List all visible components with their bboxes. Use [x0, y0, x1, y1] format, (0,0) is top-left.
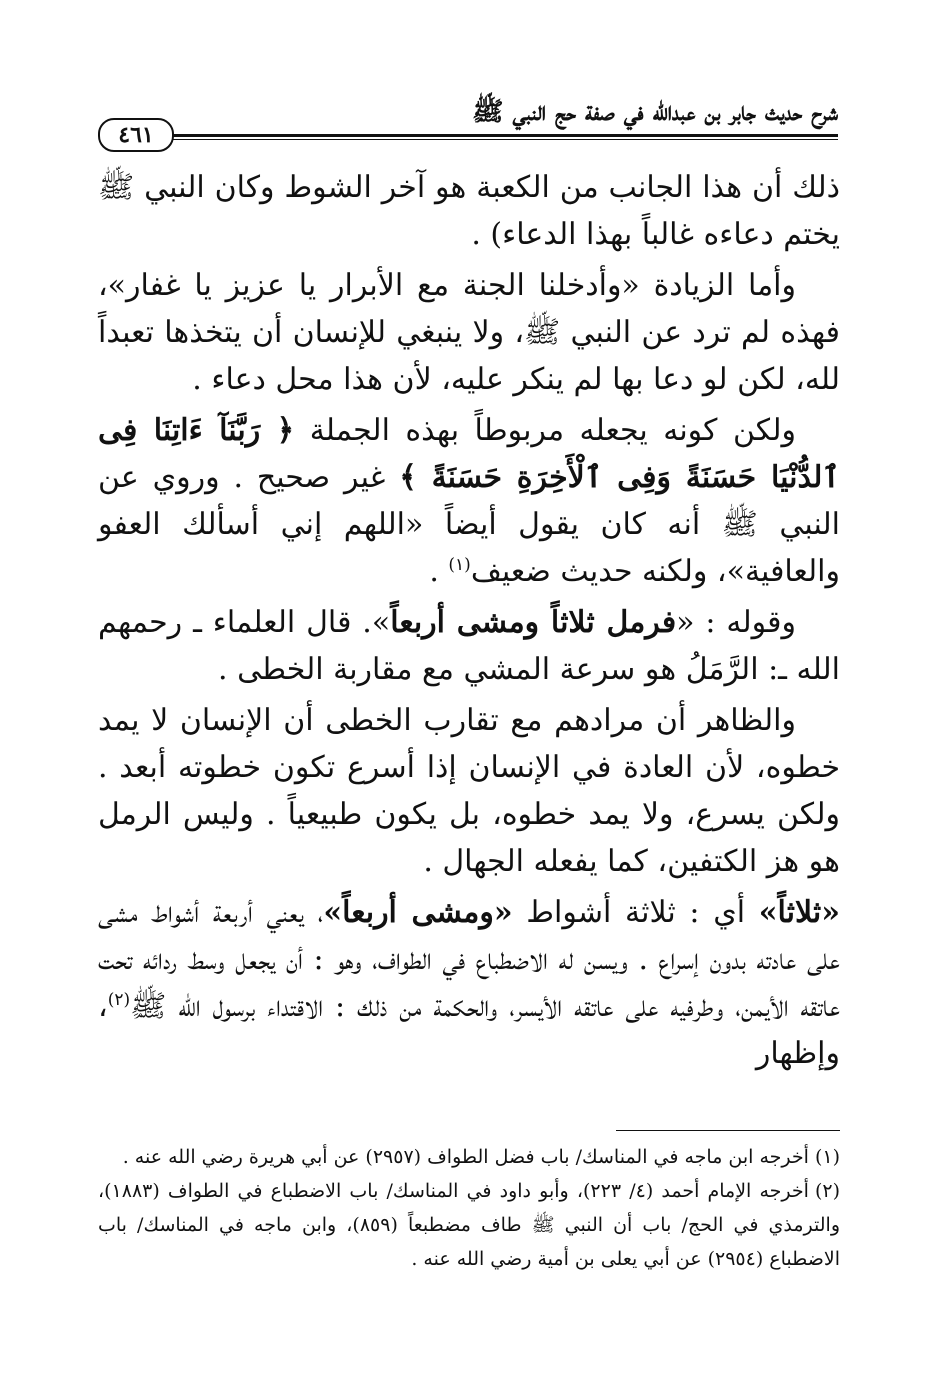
paragraph-4: [98, 599, 840, 693]
hadith-quote: فرمل ثلاثاً ومشى أربعاً: [390, 605, 677, 640]
footnote-2: [98, 1174, 840, 1276]
footnote-ref-2[interactable]: (٢): [107, 990, 131, 1010]
paragraph-4-text-b: ». قال العلماء ـ رحمهم الله ـ: الرَّمَلُ هو سرعة المشي مع مقاربة الخطى .: [98, 605, 840, 687]
term-mashi-arbaan: «ومشى أربعاً»: [323, 895, 513, 930]
paragraph-6-text-b: ، يعني أربعة أشواط مشى على عادته بدون إسراع . ويسن له الاضطباع في الطواف، وهو : أن يجعل وسط ردائه تحت عاتقه الأيمن، وطرفيه على عاتقه الأيسر، والحكمة من ذلك : الاقتداء برسول الله ﷺ: [98, 895, 840, 1024]
page-header: [98, 92, 838, 152]
footnotes: [98, 1140, 840, 1276]
paragraph-6-text-c: ، وإظهار: [98, 989, 840, 1071]
paragraph-6-text-a: أي : ثلاثة أشواط: [512, 895, 759, 930]
footnote-1: [98, 1140, 840, 1174]
paragraph-3-text-a: ولكن كونه يجعله مربوطاً بهذه الجملة: [309, 413, 796, 448]
paragraph-3: [98, 407, 840, 595]
footnote-ref-1[interactable]: (١): [448, 555, 471, 575]
footnote-rule: [616, 1130, 840, 1131]
quran-verse: ﴿ رَبَّنَآ ءَاتِنَا فِى ٱلدُّنْيَا حَسَنَةً وَفِى ٱلْأَخِرَةِ حَسَنَةً ﴾: [98, 413, 840, 495]
page-number: ٤٦١: [98, 118, 174, 152]
header-rule: [168, 134, 838, 137]
header-rule-thin: [168, 139, 838, 140]
paragraph-2: وأما الزيادة «وأدخلنا الجنة مع الأبرار يا عزيز يا غفار»، فهذه لم ترد عن النبي ﷺ، ولا ينبغي للإنسان أن يتخذها تعبداً لله، لكن لو دعا بها لم ينكر عليه، لأن هذا محل دعاء .: [98, 268, 840, 397]
paragraph-5: والظاهر أن مرادهم مع تقارب الخطى أن الإنسان لا يمد خطوه، لأن العادة في الإنسان إذا أسرع تكون خطوته أبعد . ولكن يسرع، ولا يمد خطوه، بل يكون طبيعياً . وليس الرمل هو هز الكتفين، كما يفعله الجهال .: [98, 703, 840, 879]
term-thalathan: «ثلاثاً»: [758, 895, 840, 930]
footnote-number: (٢): [814, 1180, 840, 1202]
paragraph-3-end: .: [429, 554, 449, 589]
footnote-text: أخرجه ابن ماجه في المناسك/ باب فضل الطواف (٢٩٥٧) عن أبي هريرة رضي الله عنه .: [122, 1146, 809, 1168]
footnote-number: (١): [814, 1146, 840, 1168]
paragraph-1: ذلك أن هذا الجانب من الكعبة هو آخر الشوط وكان النبي ﷺ يختم دعاءه غالباً بهذا الدعاء) .: [98, 170, 840, 252]
main-text: [98, 164, 840, 1081]
paragraph-3-text-b: غير صحيح . وروي عن النبي ﷺ أنه كان يقول أيضاً «اللهم إني أسألك العفو والعافية»، ولكنه حديث ضعيف: [98, 460, 840, 589]
footnote-text: أخرجه الإمام أحمد (٤/ ٢٢٣)، وأبو داود في المناسك/ باب الاضطباع في الطواف (١٨٨٣)، والترمذي في الحج/ باب أن النبي ﷺ طاف مضطبعاً (٨٥٩)، وابن ماجه في المناسك/ باب الاضطباع (٢٩٥٤) عن أبي يعلى بن أمية رضي الله عنه .: [98, 1180, 840, 1270]
paragraph-4-text-a: وقوله : «: [676, 605, 796, 640]
paragraph-6: [98, 889, 840, 1077]
running-title: شرح حديث جابر بن عبدالله في صفة حج النبي ﷺ: [472, 97, 838, 127]
